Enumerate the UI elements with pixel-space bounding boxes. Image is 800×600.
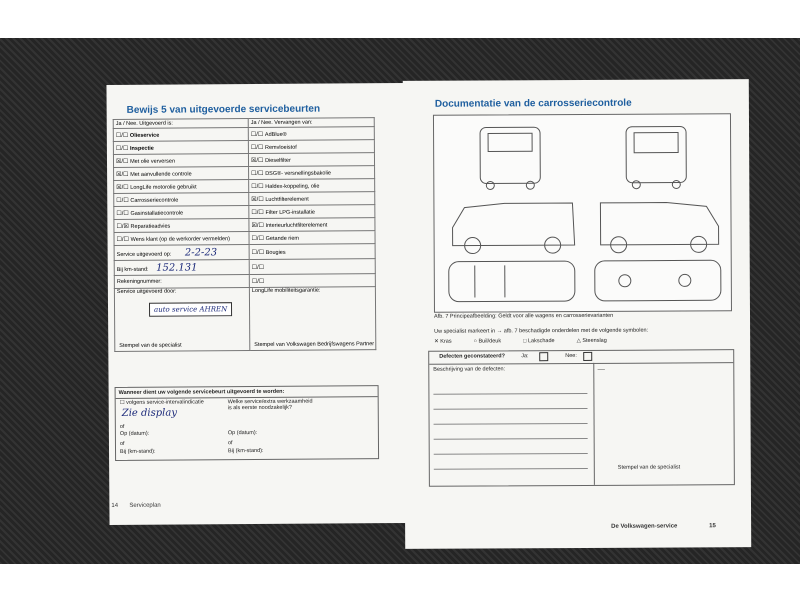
row-label: Getande riem: [265, 235, 299, 242]
row-label: Olieservice: [129, 132, 160, 139]
row-label: DSG®- versnellingsbakolie: [265, 169, 332, 177]
next-service-header: Wanneer dient uw volgende servicebeurt uitgevoerd te worden:: [116, 386, 378, 399]
row-label: Dieselfilter: [265, 157, 291, 164]
service-date-value: 2-2-23: [184, 246, 218, 259]
table-row: Service uitgevoerd op: 2-2-23 ☐/☐ Bougies: [114, 244, 375, 261]
table-row: ☐/☐ Inspectie ☐/☐ Remvloeistof: [113, 140, 374, 155]
km-label: Bij km-stand:: [116, 266, 149, 273]
right-page-number: 15: [709, 523, 716, 530]
bij-km-label-2: Bij (km-stand):: [228, 447, 264, 455]
table-row: ☒/☐ Met olie verversen ☒/☐ Dieselfilter: [113, 153, 374, 168]
mobility-label: LongLife mobiliteitsgarantie:: [251, 287, 321, 295]
right-page: [403, 79, 751, 549]
row-label: AdBlue®: [264, 131, 287, 138]
table-row: ☒/☐ LongLife motorolie gebruikt ☐/☐ Haldex-koppeling, olie: [114, 179, 375, 194]
col1-header: Ja / Nee. Uitgevoerd is:: [113, 119, 248, 129]
left-page-title: Bewijs 5 van uitgevoerde servicebeurten: [126, 103, 321, 116]
ja-checkbox[interactable]: [539, 352, 548, 361]
symbol-paint: □ Lakschade: [523, 338, 555, 345]
invoice-label: Rekeningnummer:: [116, 278, 162, 285]
of-label: of: [119, 423, 125, 430]
service-table: [113, 117, 377, 352]
row-label: Inspectie: [129, 145, 154, 152]
left-page-number: 14: [111, 502, 119, 510]
table-row: Rekeningnummer: ☐/☐: [114, 274, 375, 289]
figure-caption: Afb. 7 Principeafbeelding: Geldt voor alle wagens en carrosserievarianten: [433, 312, 614, 320]
bij-km-label: Bij (km-stand):: [120, 448, 156, 455]
op-datum-label-2: Op (datum):: [227, 430, 258, 437]
row-label: Haldex-koppeling, olie: [265, 183, 320, 190]
row-label: Met aanvullende controle: [130, 170, 192, 178]
table-row: ☒/☐ Met aanvullende controle ☐/☐ DSG®- versnellingsbakolie: [114, 166, 375, 181]
symbol-chip: △ Steenslag: [576, 337, 607, 345]
col2-header: Ja / Nee. Vervangen van:: [248, 118, 374, 128]
ja-label: Ja:: [521, 353, 529, 360]
row-label: Met olie verversen: [130, 158, 176, 165]
symbol-dent: ○ Buil/deuk: [473, 338, 502, 345]
right-page-title: Documentatie van de carrosseriecontrole: [434, 97, 632, 110]
row-label: Bougies: [265, 249, 286, 256]
description-label: Beschrijving van de defecten:: [433, 366, 506, 373]
right-footer-title: De Volkswagen-service: [611, 523, 678, 530]
table-row: ☐/☐ Carrosseriecontrole ☒/☐ Luchtfilterelement: [114, 192, 375, 207]
left-section: Serviceplan: [129, 502, 161, 509]
table-row: ☐/☐ Gasinstallatiecontrole ☐/☐ Filter LPG-installatie: [114, 205, 375, 220]
km-value: 152.131: [156, 261, 198, 274]
stamp-label-right: Stempel van de specialist: [617, 464, 681, 471]
of-label: of: [227, 440, 233, 447]
left-page: [106, 83, 409, 525]
vehicle-diagram: [433, 113, 732, 313]
row-label: Luchtfilterelement: [265, 196, 309, 203]
table-row: ☐/☐ Olieservice ☐/☐ AdBlue®: [113, 127, 374, 142]
description-lines: [433, 379, 587, 470]
done-by-label: Service uitgevoerd door:: [116, 288, 177, 295]
row-label: Interieurluchtfilterelement: [265, 222, 328, 229]
nee-checkbox[interactable]: [583, 352, 592, 361]
row-label: Reparatieadvies: [130, 223, 171, 230]
nee-label: Nee:: [565, 353, 577, 360]
defects-label: Defecten geconstateerd?: [439, 353, 505, 360]
symbol-scratch: ✕ Kras: [434, 338, 452, 345]
table-row: Bij km-stand: 152.131 ☐/☐: [114, 259, 375, 276]
stamp-label-partner: Stempel van Volkswagen Bedrijfswagens Partner: [254, 341, 375, 349]
symbol-legend: [434, 338, 607, 345]
dealer-stamp: auto service AHREN: [149, 302, 232, 317]
service-date-label: Service uitgevoerd op:: [116, 251, 172, 258]
stamp-label: Stempel van de specialist: [119, 342, 182, 349]
next-indicator-label: volgens service-intervalindicatie: [126, 399, 204, 406]
table-row: ☐/☐ Wens klant (op de werkorder vermelden) ☐/☐ Getande riem: [114, 231, 375, 246]
table-row: ☐/☒ Reparatieadvies ☒/☐ Interieurluchtfilterelement: [114, 218, 375, 233]
row-label: Carrosseriecontrole: [130, 197, 179, 204]
defects-box: Defecten geconstateerd? Ja: Nee: Beschrijving van de defecten: — Stempel van de specialist: [428, 349, 735, 487]
table-row: [114, 287, 375, 352]
vehicle-outline-icon: [434, 114, 731, 312]
row-label: Remvloeistof: [264, 144, 297, 151]
row-label: Filter LPG-installatie: [265, 209, 316, 216]
next-service-handwritten: Zie display: [121, 407, 177, 419]
of-label: of: [119, 440, 125, 447]
row-label: Wens klant (op de werkorder vermelden): [130, 235, 230, 243]
next-question: Welke service/extra werkzaamheid is als eerste noodzakelijk?: [227, 398, 313, 412]
symbol-instruction: Uw specialist markeert in → afb. 7 beschadigde onderdelen met de volgende symbolen:: [434, 327, 649, 335]
row-label: LongLife motorolie gebruikt: [130, 183, 197, 191]
op-datum-label: Op (datum):: [119, 430, 150, 437]
next-service-box: Wanneer dient uw volgende servicebeurt uitgevoerd te worden: ☐ volgens service-intervalindicatie Zie display of Op (datum): of Bij (km-stand): Welke service/extra werkzaamheid is als eerste noodzakelijk? Op (datum): of Bij (km-stand):: [115, 385, 380, 461]
row-label: Gasinstallatiecontrole: [130, 210, 184, 217]
